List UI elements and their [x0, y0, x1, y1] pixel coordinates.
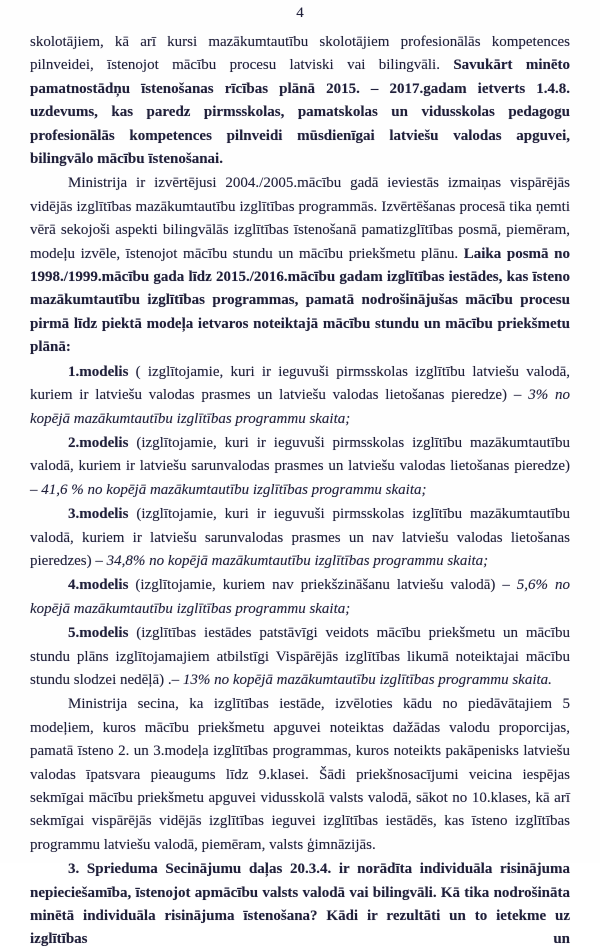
- text-run: 3.modelis: [68, 506, 129, 523]
- text-run: (izglītojamie, kuri ir ieguvuši pirmsskolas izglītību mazākumtautību valodā, kuriem ir latviešu sarunvalodas prasmes un latviešu valodas lietošanas pieredze) –: [30, 434, 570, 498]
- paragraph: [30, 432, 570, 502]
- paragraph: [30, 622, 570, 692]
- text-run: 4.modelis: [68, 577, 129, 594]
- paragraph: [30, 858, 570, 952]
- paragraph: [30, 503, 570, 573]
- text-run: Ministrija ir izvērtējusi 2004./2005.mācību gadā ieviestās izmaiņas vispārējās vidējās izglītības mazākumtautību izglītības programmās. Izvērtēšanas procesā tika ņemti vērā sekojoši aspekti bilingvālās izglītības īstenošanā pamatizglītības posmā, piemēram, modeļu izvēle, īstenojot mācību stundu un mācību priekšmetu plānu.: [30, 175, 570, 262]
- text-run: (izglītības iestādes patstāvīgi veidots mācību priekšmetu un mācību stundu plāns izglītojamajiem atbilstīgi Vispārējās izglītības likumā noteiktajai mācību stundu slodzei nedēļā) .–: [30, 625, 570, 688]
- text-run: 2.modelis: [68, 434, 129, 451]
- text-run: (izglītojamie, kuri ir ieguvuši pirmsskolas izglītību mazākumtautību valodā, kuriem ir latviešu sarunvalodas prasmes un nav latviešu valodas lietošanas pieredzes) –: [30, 506, 570, 569]
- text-run: ( izglītojamie, kuri ir ieguvuši pirmsskolas izglītību latviešu valodā, kuriem ir latviešu valodas prasmes un latviešu valodas lietošanas pieredze) –: [30, 363, 570, 404]
- text-run: (izglītojamie, kuriem nav priekšzināšanu latviešu valodā) –: [128, 577, 517, 594]
- text-run: Savukārt minēto pamatnostādņu īstenošanas rīcības plānā 2015. – 2017.gadam ietverts 1.4.8. uzdevums, kas paredz pirmsskolas, pamatskolas un vidusskolas pedagogu profesionālās kompetences pilnveidi mūsdienīgai latviešu valodas apguvei, bilingvālo mācību īstenošanai.: [30, 57, 571, 168]
- text-run: skolotājiem, kā arī kursi mazākumtautību skolotājiem profesionālās kompetences pilnveidei, īstenojot mācību procesu latviski vai bilingvāli.: [30, 34, 570, 74]
- text-run: 5,6% no kopējā mazākumtautību izglītības programmu skaita;: [30, 577, 570, 617]
- document-body: [30, 31, 570, 952]
- text-run: 5.modelis: [68, 625, 129, 642]
- text-run: 3% no kopējā mazākumtautību izglītības programmu skaita;: [30, 387, 570, 427]
- text-run: Laika posmā no 1998./1999.mācību gada līdz 2015./2016.mācību gadam izglītības iestādes, kas īsteno mazākumtautību izglītības programmas, pamatā nodrošinājušas mācību procesu pirmā līdz piektā modeļa ietvaros noteiktajā mācību stundu un mācību priekšmetu plānā:: [30, 245, 570, 356]
- paragraph: [30, 31, 570, 171]
- paragraph: [30, 574, 570, 621]
- text-run: Ministrija secina, ka izglītības iestāde, izvēloties kādu no piedāvātajiem 5 modeļiem, kuros mācību priekšmetu apguvei noteiktas dažādas valodu proporcijas, pamatā īsteno 2. un 3.modeļa izglītības programmas, kuros noteikts pakāpenisks latviešu valodas īpatsvara pieaugums līdz 9.klasei. Šādi priekšnosacījumi veicina iespējas sekmīgai mācību priekšmetu apguvei vidusskolā valsts valodā, sākot no 10.klases, kā arī sekmīgai vispārējās vidējās izglītības ieguvei izglītības iestādēs, kas īsteno izglītības programmu latviešu valodā, piemēram, valsts ģimnāzijās.: [30, 696, 570, 853]
- text-run: 41,6 % no kopējā mazākumtautību izglītības programmu skaita;: [41, 481, 427, 498]
- paragraph: [30, 172, 570, 359]
- paragraph: [30, 361, 570, 431]
- text-run: 34,8% no kopējā mazākumtautību izglītības programmu skaita;: [106, 552, 489, 569]
- page-number: 4: [296, 5, 304, 21]
- text-run: 13% no kopējā mazākumtautību izglītības programmu skaita.: [182, 671, 552, 688]
- paragraph: [30, 693, 570, 857]
- text-run: 1.modelis: [68, 363, 129, 380]
- text-run: 3. Sprieduma Secinājumu daļas 20.3.4. ir norādīta individuāla risinājuma nepieciešamība, īstenojot apmācību valsts valodā vai bilingvāli. Kā tika nodrošināta minētā individuāla risinājuma īstenošana? Kādi ir rezultāti un to ietekme uz izglītības un: [30, 861, 570, 948]
